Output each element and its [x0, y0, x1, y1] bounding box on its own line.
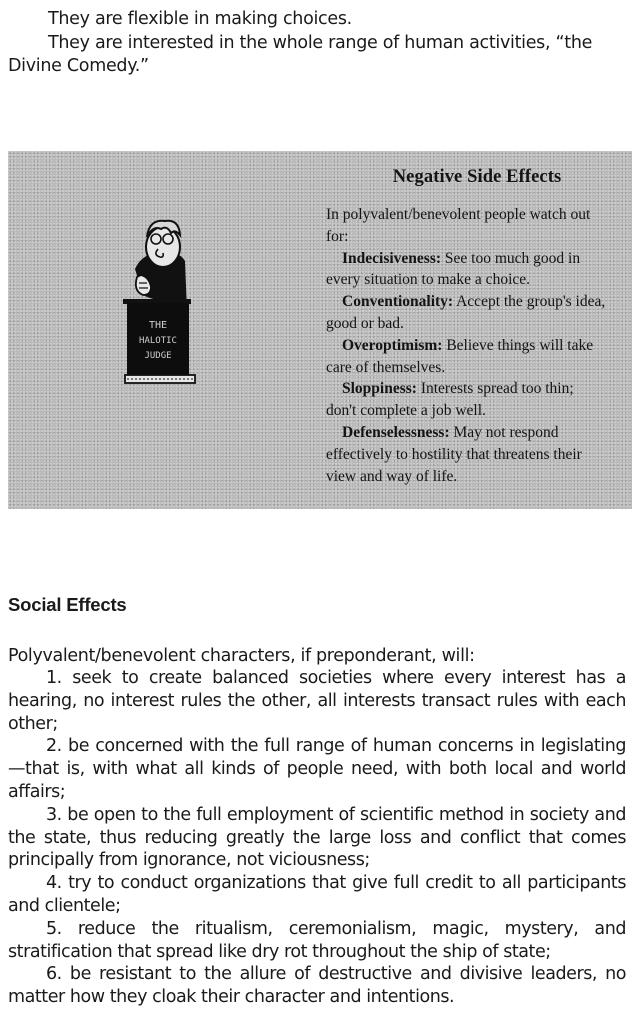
podium-label-line: THE: [148, 320, 168, 331]
intro-text: [8, 8, 626, 79]
effect-item: [326, 291, 606, 335]
list-item: 5. reduce the ritualism, ceremonialism, magic, mystery, and stratification that spread like dry rot throughout the ship of state;: [8, 918, 626, 962]
effect-term: Overoptimism:: [342, 336, 443, 354]
effect-item: [326, 378, 606, 422]
effect-term: Defenselessness:: [342, 423, 450, 441]
effect-description: May not respond effectively to hostility that threatens their view and way of life.: [326, 423, 582, 485]
effect-item: [326, 248, 606, 292]
section-heading: Social Effects: [8, 594, 127, 615]
effect-term: Indecisiveness:: [342, 249, 442, 267]
effect-description: See too much good in every situation to make a choice.: [326, 249, 581, 289]
negative-side-effects-content: [326, 167, 606, 487]
effect-description: Accept the group's idea, good or bad.: [326, 293, 606, 332]
intro-paragraph: They are flexible in making choices.: [48, 9, 352, 29]
list-item: 1. seek to create balanced societies where every interest has a hearing, no interest rules the other, all interests transact rules with each other;: [8, 668, 626, 734]
social-effects-list: [8, 667, 626, 1009]
list-item: 3. be open to the full employment of scientific method in society and the state, thus reducing greatly the large loss and conflict that comes principally from ignorance, not viciousness;: [8, 804, 626, 871]
negative-side-effects-box: [8, 151, 632, 509]
box-intro: In polyvalent/benevolent people watch out for:: [326, 206, 591, 245]
effect-item: [326, 422, 606, 487]
effect-item: [326, 335, 606, 379]
intro-paragraph: They are interested in the whole range of human activities, “the Divine Comedy.”: [8, 32, 593, 76]
list-item: 6. be resistant to the allure of destructive and divisive leaders, no matter how they cloak their character and intentions.: [8, 964, 626, 1008]
effect-term: Conventionality:: [342, 293, 454, 311]
judge-at-podium-icon: [113, 211, 213, 391]
social-effects-intro: Polyvalent/benevolent characters, if preponderant, will:: [8, 646, 475, 666]
podium-label-line: JUDGE: [144, 351, 172, 361]
podium-label-line: HALOTIC: [139, 336, 177, 346]
effect-term: Sloppiness:: [342, 380, 417, 398]
list-item: 4. try to conduct organizations that give full credit to all participants and clientele;: [8, 873, 626, 916]
effect-description: Interests spread too thin; don't complete a job well.: [326, 380, 574, 420]
list-item: 2. be concerned with the full range of human concerns in legislating—that is, with what all kinds of people need, with both local and world affairs;: [8, 736, 626, 802]
box-title: Negative Side Effects: [392, 167, 562, 187]
effect-description: Believe things will take care of themselves.: [326, 336, 594, 376]
